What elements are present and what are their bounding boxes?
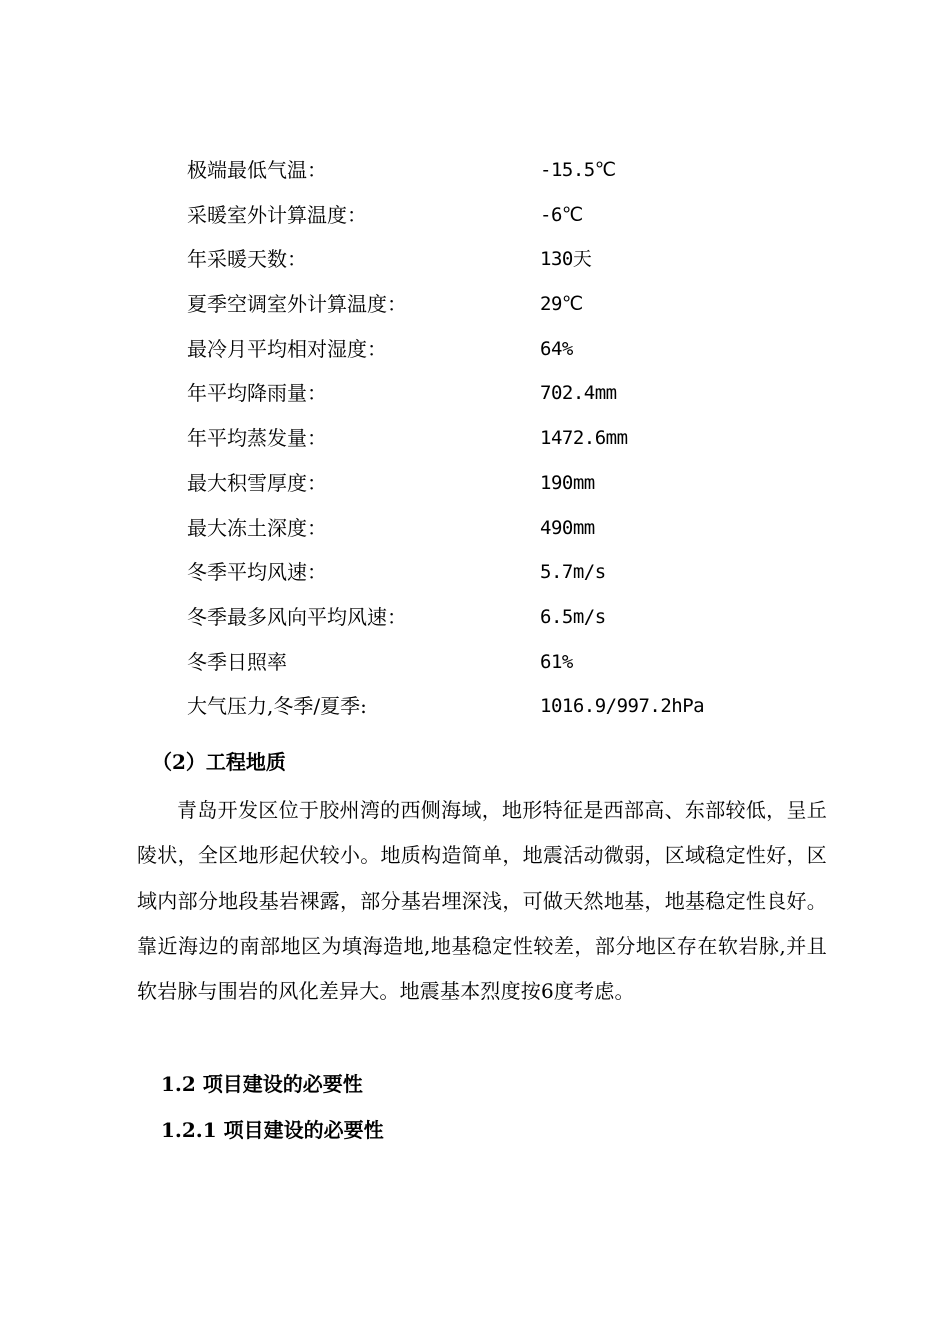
section-heading-1-2: 1.2 项目建设的必要性 (161, 1072, 363, 1096)
climate-value: 61% (540, 650, 573, 673)
geology-heading: （2）工程地质 (152, 750, 286, 774)
climate-label: 最大冻土深度： (187, 515, 327, 540)
climate-value: 1472.6mm (540, 427, 628, 450)
climate-value: 5.7m/s (540, 561, 606, 584)
climate-value: 702.4mm (540, 382, 617, 405)
climate-value: 29℃ (540, 293, 583, 316)
climate-value: -6℃ (540, 203, 583, 226)
climate-label: 夏季空调室外计算温度： (187, 292, 407, 317)
climate-label: 极端最低气温： (187, 158, 327, 182)
geology-paragraph: 青岛开发区位于胶州湾的西侧海域，地形特征是西部高、东部较低，呈丘陵状，全区地形起伏较小。地质构造简单，地震活动微弱，区域稳定性好，区域内部分地段基岩裸露，部分基岩埋深浅，可做天然地基，地基稳定性良好。靠近海边的南部地区为填海造地,地基稳定性较差，部分地区存在软岩脉,并且软岩脉与围岩的风化差异大。地震基本烈度按6度考虑。 (137, 798, 827, 1004)
section-heading-1-2-1: 1.2.1 项目建设的必要性 (161, 1118, 384, 1142)
climate-value: 64% (540, 337, 573, 360)
climate-label: 最大积雪厚度： (187, 470, 327, 495)
climate-value: 190mm (540, 471, 595, 494)
climate-label: 采暖室外计算温度： (187, 202, 367, 227)
climate-label: 冬季日照率 (187, 649, 287, 674)
climate-label: 最冷月平均相对湿度： (187, 336, 387, 361)
climate-label: 大气压力,冬季/夏季: (187, 694, 367, 719)
climate-label: 年平均降雨量： (187, 381, 327, 406)
climate-label: 冬季平均风速： (187, 560, 327, 585)
climate-value: 130天 (540, 248, 592, 271)
climate-label: 冬季最多风向平均风速： (187, 604, 407, 629)
climate-label: 年平均蒸发量： (187, 426, 327, 451)
climate-value: 1016.9/997.2hPa (540, 695, 705, 718)
climate-value: 490mm (540, 516, 595, 539)
climate-label: 年采暖天数： (187, 247, 307, 272)
climate-value: 6.5m/s (540, 605, 606, 628)
climate-value: -15.5℃ (540, 159, 616, 181)
